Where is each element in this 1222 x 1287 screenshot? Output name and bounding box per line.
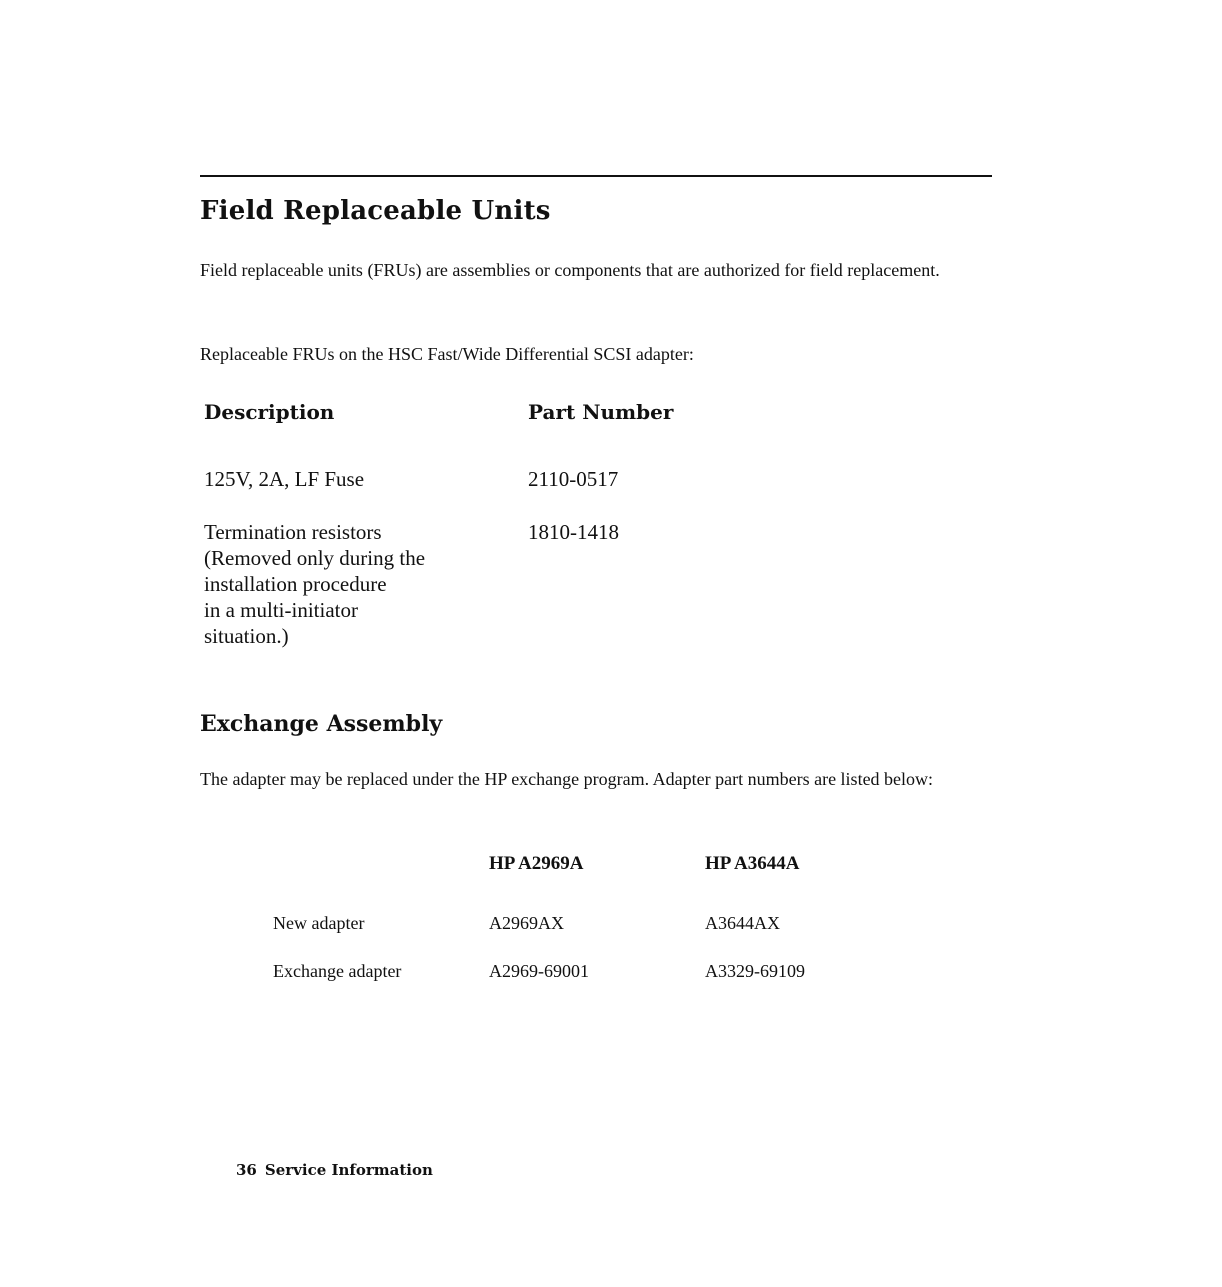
fru-part-number: 1810-1418 bbox=[528, 520, 619, 544]
fru-header-part-number: Part Number bbox=[528, 400, 674, 424]
fru-description: 125V, 2A, LF Fuse bbox=[204, 467, 365, 491]
exchange-row-label: New adapter bbox=[273, 913, 365, 933]
exchange-header-a2969a: HP A2969A bbox=[489, 853, 584, 874]
page-number: 36 bbox=[236, 1161, 257, 1179]
exchange-row-label: Exchange adapter bbox=[273, 961, 402, 981]
exchange-header-a3644a: HP A3644A bbox=[705, 853, 800, 874]
exchange-part-a3644a: A3329-69109 bbox=[705, 961, 805, 981]
fru-part-number: 2110-0517 bbox=[528, 467, 619, 491]
page-footer bbox=[236, 1161, 433, 1179]
fru-list-intro: Replaceable FRUs on the HSC Fast/Wide Differential SCSI adapter: bbox=[200, 344, 694, 364]
exchange-title: Exchange Assembly bbox=[200, 711, 443, 737]
footer-section: Service Information bbox=[264, 1161, 433, 1179]
fru-description: Termination resistors (Removed only during the installation procedure in a multi-initiator situation.) bbox=[204, 520, 426, 648]
intro-paragraph: Field replaceable units (FRUs) are assemblies or components that are authorized for field replacement. bbox=[200, 260, 940, 280]
exchange-part-a3644a: A3644AX bbox=[705, 913, 780, 933]
exchange-paragraph: The adapter may be replaced under the HP exchange program. Adapter part numbers are listed below: bbox=[200, 769, 934, 789]
exchange-part-a2969a: A2969AX bbox=[489, 913, 564, 933]
page-title: Field Replaceable Units bbox=[200, 196, 551, 226]
fru-header-description: Description bbox=[204, 400, 335, 424]
top-rule bbox=[200, 175, 992, 177]
exchange-part-a2969a: A2969-69001 bbox=[489, 961, 589, 981]
